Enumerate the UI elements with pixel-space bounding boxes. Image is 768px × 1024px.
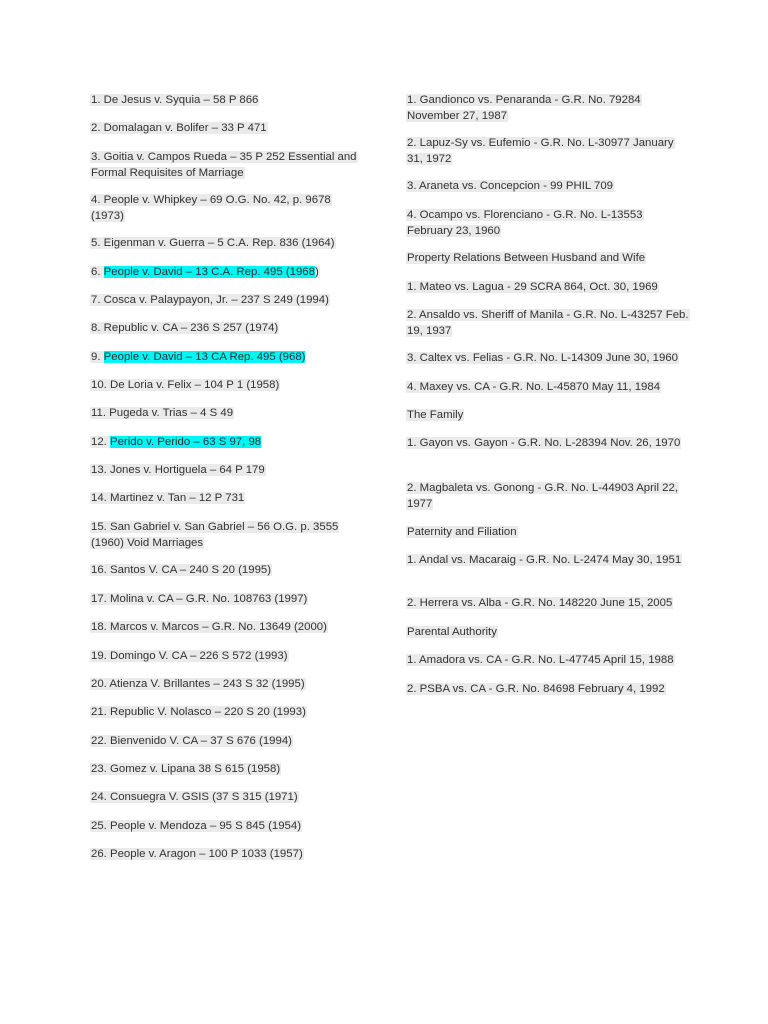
highlighted-citation: Perido v. Perido – 63 S 97, 98	[110, 436, 262, 448]
case-citation-text: 3. Araneta vs. Concepcion - 99 PHIL 709	[407, 180, 613, 192]
case-citation-text: 17. Molina v. CA – G.R. No. 108763 (1997)	[91, 593, 308, 605]
case-citation-text: 2. PSBA vs. CA - G.R. No. 84698 February 4, 1992	[407, 683, 665, 695]
case-list-item	[90, 733, 362, 749]
case-citation-text: 18. Marcos v. Marcos – G.R. No. 13649 (2000)	[91, 621, 327, 633]
case-citation-text: 1. Gayon vs. Gayon - G.R. No. L-28394 Nov. 26, 1970	[407, 437, 681, 449]
case-list-item	[406, 178, 690, 194]
case-citation-text: 19. Domingo V. CA – 226 S 572 (1993)	[91, 650, 288, 662]
case-citation-text	[90, 436, 262, 448]
case-list-item	[406, 435, 690, 451]
case-list-item	[90, 619, 362, 635]
case-list-item	[406, 624, 690, 640]
highlighted-citation: People v. David – 13 CA Rep. 495 (968)	[103, 351, 306, 363]
case-citation-text: 2. Ansaldo vs. Sheriff of Manila - G.R. No. L-43257 Feb. 19, 1937	[407, 309, 689, 337]
case-citation-text: 4. Ocampo vs. Florenciano - G.R. No. L-13553 February 23, 1960	[407, 209, 643, 237]
case-citation-text: 26. People v. Aragon – 100 P 1033 (1957)	[91, 848, 303, 860]
case-citation-text: 23. Gomez v. Lipana 38 S 615 (1958)	[91, 763, 281, 775]
case-list-item	[90, 377, 362, 393]
case-list-item	[90, 292, 362, 308]
case-number-prefix: 6.	[91, 266, 104, 278]
case-list-item	[90, 648, 362, 664]
case-list-item	[406, 350, 690, 366]
case-list-item	[90, 235, 362, 251]
case-citation-text: 21. Republic V. Nolasco – 220 S 20 (1993)	[91, 706, 306, 718]
case-list-item	[90, 192, 362, 224]
case-citation-text: 1. Andal vs. Macaraig - G.R. No. L-2474 May 30, 1951	[407, 554, 682, 566]
case-citation-text: 13. Jones v. Hortiguela – 64 P 179	[91, 464, 265, 476]
case-list-item	[90, 490, 362, 506]
case-list-item	[90, 846, 362, 862]
case-citation-text	[90, 266, 320, 278]
case-list-item	[90, 120, 362, 136]
case-citation-text: 2. Magbaleta vs. Gonong - G.R. No. L-44903 April 22, 1977	[407, 482, 678, 510]
case-list-item	[406, 135, 690, 167]
case-citation-text: 2. Herrera vs. Alba - G.R. No. 148220 June 15, 2005	[407, 597, 673, 609]
case-list-item	[90, 591, 362, 607]
case-list-item	[406, 207, 690, 239]
case-list-item	[90, 405, 362, 421]
case-citation-text: 3. Caltex vs. Felias - G.R. No. L-14309 June 30, 1960	[407, 352, 678, 364]
case-list-item	[406, 681, 690, 697]
case-list-item	[406, 379, 690, 395]
case-list-item	[90, 818, 362, 834]
case-citation-text: 1. Amadora vs. CA - G.R. No. L-47745 April 15, 1988	[407, 654, 674, 666]
case-citation-text: 5. Eigenman v. Guerra – 5 C.A. Rep. 836 (1964)	[91, 237, 335, 249]
case-number-prefix: 9.	[91, 351, 104, 363]
case-citation-text: 4. Maxey vs. CA - G.R. No. L-45870 May 11, 1984	[407, 381, 661, 393]
case-citation-text	[90, 351, 306, 363]
case-citation-text: The Family	[407, 409, 464, 421]
case-citation-text: 1. Gandionco vs. Penaranda - G.R. No. 79284 November 27, 1987	[407, 94, 641, 122]
case-list-item	[406, 307, 690, 339]
case-list-item	[90, 434, 362, 450]
case-list-item	[90, 349, 362, 365]
case-citation-text: 3. Goitia v. Campos Rueda – 35 P 252 Essential and Formal Requisites of Marriage	[91, 151, 357, 179]
case-citation-text: 2. Lapuz-Sy vs. Eufemio - G.R. No. L-30977 January 31, 1972	[407, 137, 674, 165]
citation-suffix: )	[314, 266, 319, 278]
case-citation-text: 8. Republic v. CA – 236 S 257 (1974)	[91, 322, 279, 334]
case-citation-text: 25. People v. Mendoza – 95 S 845 (1954)	[91, 820, 302, 832]
case-list-item	[406, 524, 690, 540]
case-list-item	[406, 250, 690, 266]
case-citation-text: 11. Pugeda v. Trias – 4 S 49	[91, 407, 234, 419]
case-list-item	[90, 761, 362, 777]
case-citation-text: Paternity and Filiation	[407, 526, 517, 538]
case-citation-text: 4. People v. Whipkey – 69 O.G. No. 42, p. 9678 (1973)	[91, 194, 331, 222]
case-list-item	[406, 595, 690, 611]
case-citation-text: 15. San Gabriel v. San Gabriel – 56 O.G. p. 3555 (1960) Void Marriages	[91, 521, 339, 549]
case-list-item	[406, 279, 690, 295]
case-citation-text: 1. Mateo vs. Lagua - 29 SCRA 864, Oct. 30, 1969	[407, 281, 658, 293]
case-citation-text: 14. Martinez v. Tan – 12 P 731	[91, 492, 245, 504]
case-list-item	[90, 264, 362, 280]
case-list-item	[406, 480, 690, 512]
case-list-item	[90, 462, 362, 478]
case-number-prefix: 12.	[91, 436, 110, 448]
case-citation-text: 20. Atienza V. Brillantes – 243 S 32 (1995)	[91, 678, 305, 690]
highlighted-citation: People v. David – 13 C.A. Rep. 495 (1968	[103, 266, 315, 278]
case-list-item	[406, 552, 690, 568]
case-list-item	[406, 407, 690, 423]
case-citation-text: 2. Domalagan v. Bolifer – 33 P 471	[91, 122, 267, 134]
case-list-item	[90, 562, 362, 578]
case-list-item	[90, 704, 362, 720]
case-list-item	[90, 676, 362, 692]
case-citation-text: 7. Cosca v. Palaypayon, Jr. – 237 S 249 (1994)	[91, 294, 329, 306]
case-list-item	[406, 652, 690, 668]
case-citation-text: Property Relations Between Husband and Wife	[407, 252, 646, 264]
case-citation-text: 22. Bienvenido V. CA – 37 S 676 (1994)	[91, 735, 292, 747]
case-list-item	[90, 519, 362, 551]
case-list-item	[90, 149, 362, 181]
case-citation-text: 24. Consuegra V. GSIS (37 S 315 (1971)	[91, 791, 298, 803]
case-list-item	[90, 320, 362, 336]
case-citation-text: Parental Authority	[407, 626, 497, 638]
case-citation-text: 16. Santos V. CA – 240 S 20 (1995)	[91, 564, 272, 576]
case-list-item	[90, 92, 362, 108]
case-citation-text: 10. De Loria v. Felix – 104 P 1 (1958)	[91, 379, 280, 391]
case-list-item	[90, 789, 362, 805]
case-list-item	[406, 92, 690, 124]
case-citation-text: 1. De Jesus v. Syquia – 58 P 866	[91, 94, 259, 106]
